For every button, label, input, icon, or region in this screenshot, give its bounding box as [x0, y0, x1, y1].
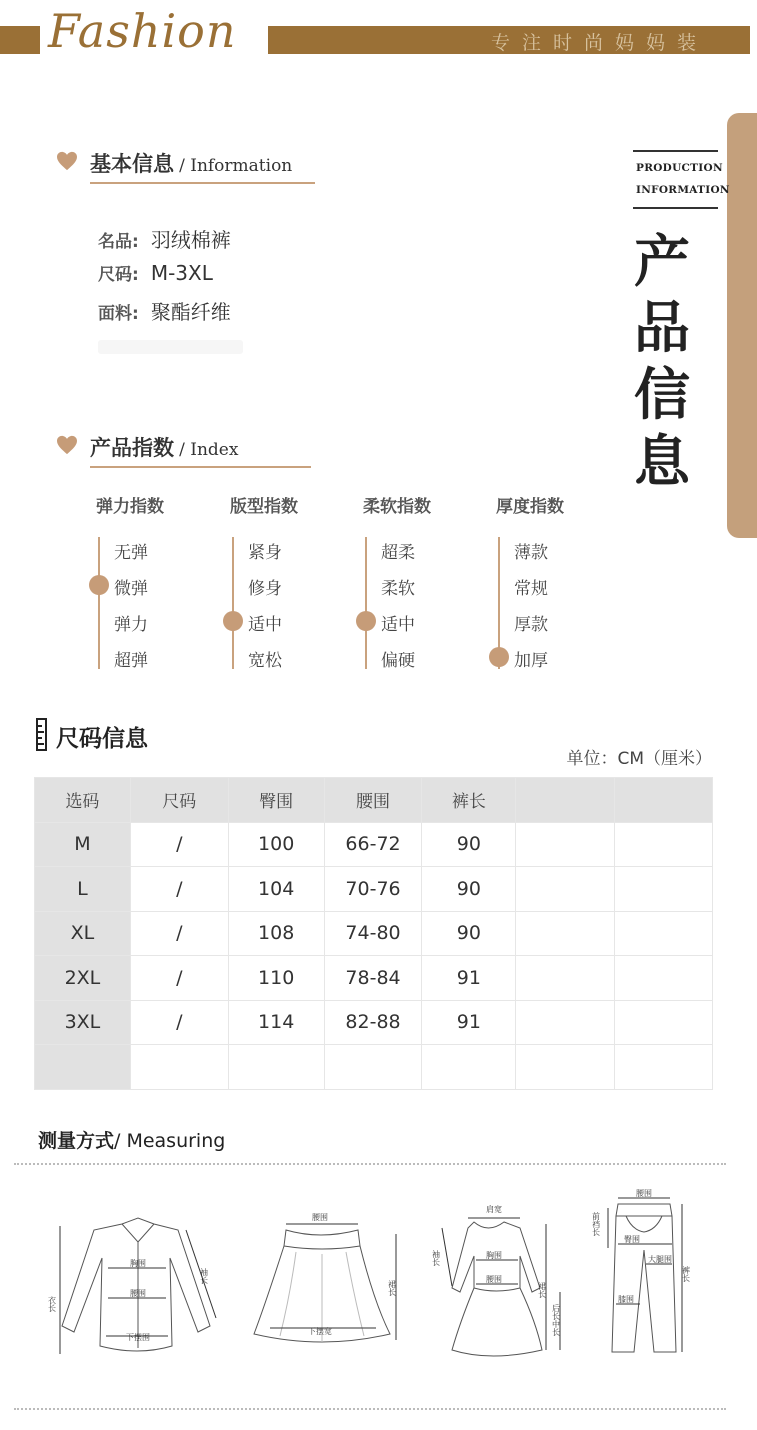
table-cell — [516, 1045, 615, 1090]
measuring-title: 测量方式 — [38, 1130, 115, 1152]
shirt-length-label: 衣长 — [47, 1296, 57, 1312]
index-selected-dot — [89, 575, 109, 595]
shirt-waist-label: 腰围 — [130, 1289, 146, 1298]
info-key: 尺码: — [98, 265, 139, 285]
table-cell: / — [130, 867, 228, 912]
pants-waist-label: 腰围 — [636, 1189, 652, 1198]
size-unit: 单位：CM（厘米） — [566, 749, 712, 769]
measuring-heading — [38, 1126, 225, 1153]
table-cell: 110 — [228, 956, 324, 1001]
shirt-hem-label: 下摆围 — [126, 1333, 150, 1342]
table-cell — [516, 822, 615, 867]
side-char-2: 品 — [634, 295, 690, 361]
side-char-4: 息 — [634, 429, 690, 495]
info-row-faded — [98, 335, 243, 359]
table-cell: / — [130, 911, 228, 956]
basic-info-heading — [90, 148, 292, 178]
shirt-chest-label: 胸围 — [130, 1259, 146, 1268]
skirt-waist-label: 腰围 — [312, 1213, 328, 1222]
index-selected-dot — [223, 611, 243, 631]
header-banner-left — [0, 26, 40, 54]
skirt-measure-diagram — [250, 1206, 410, 1356]
side-information-label: INFORMATION — [636, 184, 730, 196]
index-column-heading: 弹力指数 — [96, 497, 164, 517]
index-option: 适中 — [248, 615, 282, 635]
table-cell: 70-76 — [324, 867, 422, 912]
table-cell — [228, 1045, 324, 1090]
shirt-measure-diagram — [47, 1214, 230, 1364]
table-cell — [615, 1045, 713, 1090]
index-option: 超柔 — [381, 543, 415, 563]
header-cell — [516, 778, 615, 823]
ruler-icon — [36, 718, 47, 751]
header-cell: 裤长 — [422, 778, 516, 823]
dress-chest-label: 胸围 — [486, 1251, 502, 1260]
info-value: 羽绒棉裤 — [150, 228, 231, 252]
table-cell: 114 — [228, 1000, 324, 1045]
index-option: 适中 — [381, 615, 415, 635]
header-slogan: 专注时尚妈妈装 — [490, 32, 708, 54]
table-cell: 91 — [422, 956, 516, 1001]
index-underline — [90, 466, 311, 468]
basic-info-title: 基本信息 — [90, 152, 174, 176]
dress-waist-label: 腰围 — [486, 1275, 502, 1284]
table-row — [35, 1045, 713, 1090]
index-selected-dot — [489, 647, 509, 667]
table-cell: 78-84 — [324, 956, 422, 1001]
side-production-label: PRODUCTION — [636, 162, 723, 174]
dress-back-length-label: 后长中长 — [551, 1304, 561, 1336]
dress-sleeve-label: 袖长 — [431, 1250, 441, 1266]
brand-logo: Fashion — [48, 4, 237, 58]
size-code-cell: 3XL — [35, 1000, 131, 1045]
index-option: 厚款 — [514, 615, 548, 635]
side-tab — [727, 113, 757, 538]
measuring-title-en: / Measuring — [114, 1130, 226, 1152]
index-scale-line — [232, 537, 234, 669]
info-row-size — [98, 260, 213, 285]
index-option: 超弹 — [114, 651, 148, 671]
table-cell — [615, 822, 713, 867]
table-cell: 108 — [228, 911, 324, 956]
table-cell: 66-72 — [324, 822, 422, 867]
index-option: 偏硬 — [381, 651, 415, 671]
index-option: 修身 — [248, 579, 282, 599]
side-top-line — [633, 150, 718, 152]
table-cell: / — [130, 1000, 228, 1045]
dress-measure-diagram — [430, 1200, 570, 1365]
size-info-title: 尺码信息 — [56, 726, 148, 752]
dress-shoulder-label: 肩宽 — [486, 1205, 502, 1214]
side-bottom-line — [633, 207, 718, 209]
size-code-cell: XL — [35, 911, 131, 956]
table-cell — [615, 867, 713, 912]
index-option: 弹力 — [114, 615, 148, 635]
table-cell — [516, 956, 615, 1001]
index-option: 加厚 — [514, 651, 548, 671]
table-cell: 90 — [422, 867, 516, 912]
measuring-top-divider — [14, 1163, 726, 1165]
side-char-1: 产 — [634, 229, 690, 295]
side-char-3: 信 — [634, 362, 690, 428]
table-cell: 91 — [422, 1000, 516, 1045]
heart-icon — [56, 151, 78, 171]
table-cell — [516, 911, 615, 956]
table-cell — [324, 1045, 422, 1090]
table-cell: 104 — [228, 867, 324, 912]
index-column-heading: 版型指数 — [230, 497, 298, 517]
table-row — [35, 867, 713, 912]
pants-hip-label: 臀围 — [624, 1235, 640, 1244]
index-title-en: / Index — [179, 440, 239, 460]
size-table — [34, 777, 713, 1090]
header-cell — [615, 778, 713, 823]
table-row — [35, 1000, 713, 1045]
table-row — [35, 822, 713, 867]
info-value: 聚酯纤维 — [150, 300, 231, 324]
table-cell: 74-80 — [324, 911, 422, 956]
index-scale-line — [98, 537, 100, 669]
index-option: 薄款 — [514, 543, 548, 563]
size-code-cell: M — [35, 822, 131, 867]
pants-thigh-label: 大腿围 — [648, 1255, 672, 1264]
header-cell: 臀围 — [228, 778, 324, 823]
pants-measure-diagram — [590, 1186, 700, 1366]
index-title: 产品指数 — [90, 436, 174, 460]
size-code-cell — [35, 1045, 131, 1090]
table-row — [35, 911, 713, 956]
info-key: 名品: — [98, 232, 139, 252]
info-key: 面料: — [98, 304, 139, 324]
table-cell: 90 — [422, 822, 516, 867]
table-row — [35, 956, 713, 1001]
table-cell — [422, 1045, 516, 1090]
size-code-cell: L — [35, 867, 131, 912]
index-selected-dot — [356, 611, 376, 631]
index-option: 常规 — [514, 579, 548, 599]
skirt-length-label: 裙长 — [387, 1280, 397, 1296]
index-option: 柔软 — [381, 579, 415, 599]
skirt-hem-label: 下摆宽 — [308, 1327, 332, 1336]
pants-front-rise-label: 前裆长 — [591, 1212, 601, 1236]
dress-length-label: 裙长 — [537, 1282, 547, 1298]
index-option: 宽松 — [248, 651, 282, 671]
basic-info-underline — [90, 182, 315, 184]
index-option: 无弹 — [114, 543, 148, 563]
table-cell — [615, 911, 713, 956]
index-option: 紧身 — [248, 543, 282, 563]
pants-length-label: 裤长 — [681, 1266, 691, 1282]
pants-knee-label: 膝围 — [618, 1295, 634, 1304]
table-cell — [130, 1045, 228, 1090]
header-cell: 选码 — [35, 778, 131, 823]
info-row-name — [98, 224, 231, 253]
index-scale-line — [365, 537, 367, 669]
basic-info-title-en: / Information — [179, 156, 293, 176]
index-column-heading: 厚度指数 — [496, 497, 564, 517]
table-cell: 90 — [422, 911, 516, 956]
heart-icon — [56, 435, 78, 455]
table-cell: / — [130, 822, 228, 867]
measuring-bottom-divider — [14, 1408, 726, 1410]
header-cell: 尺码 — [130, 778, 228, 823]
shirt-sleeve-label: 袖长 — [199, 1268, 209, 1284]
info-value: M-3XL — [150, 261, 213, 285]
size-table-header — [35, 778, 713, 823]
index-column-heading: 柔软指数 — [363, 497, 431, 517]
size-code-cell: 2XL — [35, 956, 131, 1001]
header-cell: 腰围 — [324, 778, 422, 823]
index-heading — [90, 432, 238, 462]
index-option: 微弹 — [114, 579, 148, 599]
info-row-fabric — [98, 296, 231, 325]
table-cell: 100 — [228, 822, 324, 867]
table-cell — [516, 867, 615, 912]
table-cell — [615, 956, 713, 1001]
table-cell: / — [130, 956, 228, 1001]
table-cell: 82-88 — [324, 1000, 422, 1045]
table-cell — [615, 1000, 713, 1045]
table-cell — [516, 1000, 615, 1045]
